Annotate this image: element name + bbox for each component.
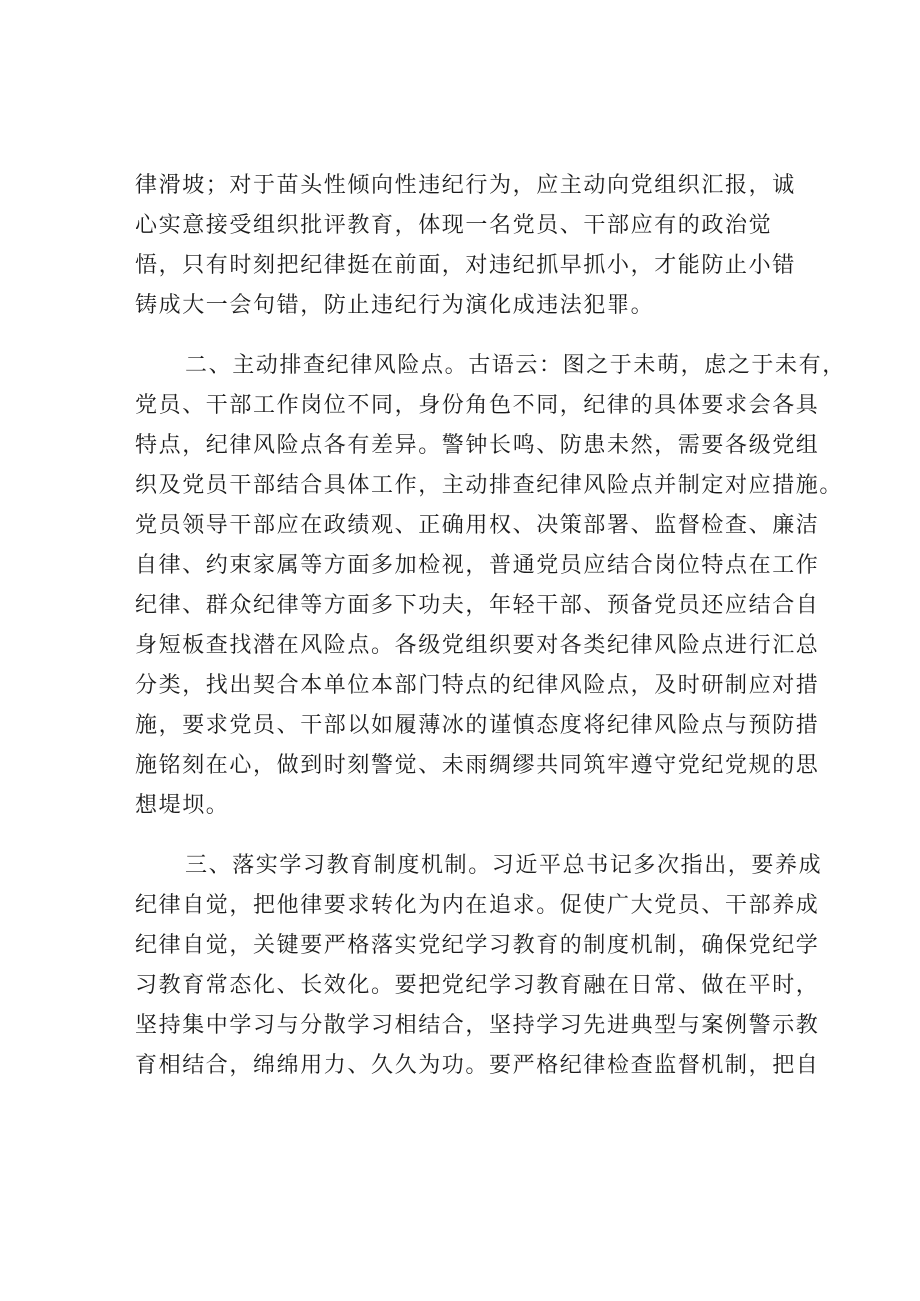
text-line: 铸成大一会句错，防止违纪行为演化成违法犯罪。: [135, 293, 655, 318]
text-line: 想堤坝。: [135, 793, 230, 818]
text-line: 施铭刻在心，做到时刻警觉、未雨绸缪共同筑牢遵守党纪党规的思: [135, 753, 820, 778]
text-line: 心实意接受组织批评教育，体现一名党员、干部应有的政治觉: [135, 213, 773, 238]
text-line: 纪律自觉，把他律要求转化为内在追求。促使广大党员、干部养成: [135, 893, 820, 918]
text-line: 坚持集中学习与分散学习相结合，坚持学习先进典型与案例警示教: [135, 1013, 820, 1038]
text-line: 纪律、群众纪律等方面多下功夫，年轻干部、预备党员还应结合自: [135, 593, 820, 618]
text-line: 党员、干部工作岗位不同，身份角色不同，纪律的具体要求会各具: [135, 393, 820, 418]
text-line: 育相结合，绵绵用力、久久为功。要严格纪律检查监督机制，把自: [135, 1053, 820, 1078]
text-line: 党员领导干部应在政绩观、正确用权、决策部署、监督检查、廉洁: [135, 513, 820, 538]
text-line: 织及党员干部结合具体工作，主动排查纪律风险点并制定对应措施。: [135, 473, 844, 498]
text-line: 习教育常态化、长效化。要把党纪学习教育融在日常、做在平时，: [135, 973, 820, 998]
text-line: 纪律自觉，关键要严格落实党纪学习教育的制度机制，确保党纪学: [135, 933, 820, 958]
text-line: 悟，只有时刻把纪律挺在前面，对违纪抓早抓小，才能防止小错: [135, 253, 796, 278]
paragraph-continuation: [135, 166, 805, 326]
section-heading-line: 三、落实学习教育制度机制。习近平总书记多次指出，要养成: [185, 853, 823, 878]
text-line: 身短板查找潜在风险点。各级党组织要对各类纪律风险点进行汇总: [135, 633, 820, 658]
section-heading-line: 二、主动排查纪律风险点。古语云：图之于未萌，虑之于未有，: [185, 353, 846, 378]
text-line: 特点，纪律风险点各有差异。警钟长鸣、防患未然，需要各级党组: [135, 433, 820, 458]
text-line: 律滑坡；对于苗头性倾向性违纪行为，应主动向党组织汇报，诚: [135, 173, 796, 198]
paragraph-section-two: [135, 346, 846, 826]
paragraph-section-three: [135, 846, 823, 1086]
text-line: 自律、约束家属等方面多加检视，普通党员应结合岗位特点在工作: [135, 553, 820, 578]
text-line: 施，要求党员、干部以如履薄冰的谨慎态度将纪律风险点与预防措: [135, 713, 820, 738]
text-line: 分类，找出契合本单位本部门特点的纪律风险点，及时研制应对措: [135, 673, 820, 698]
